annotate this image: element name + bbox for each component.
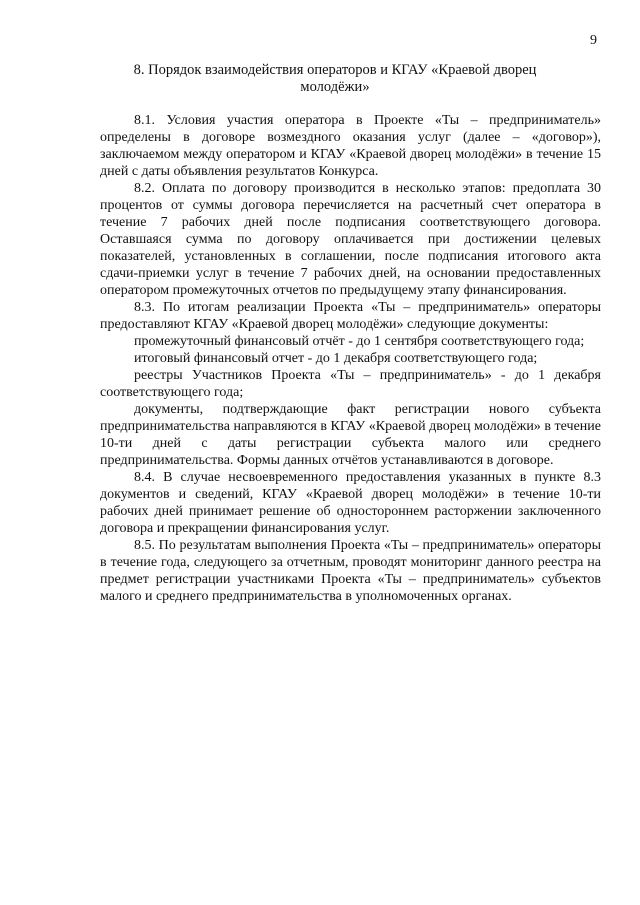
paragraph-8-5: 8.5. По результатам выполнения Проекта «Ты – предприниматель» операторы в течение года, следующего за отчетным, проводят мониторинг данного реестра на предмет регистрации участниками Проекта «Ты – предприниматель» субъектов малого и среднего предпринимательства в уполномоченных органах. xyxy=(100,538,601,604)
list-item-final-report: итоговый финансовый отчет - до 1 декабря соответствующего года; xyxy=(134,351,538,366)
list-item-participant-registry: реестры Участников Проекта «Ты – предприниматель» - до 1 декабря соответствующего года; xyxy=(100,368,601,400)
paragraph-8-4: 8.4. В случае несвоевременного предоставления указанных в пункте 8.3 документов и сведений, КГАУ «Краевой дворец молодёжи» в течение 10-ти рабочих дней принимает решение об одностороннем расторжении заключенного договора и прекращении финансирования услуг. xyxy=(100,470,601,536)
heading-line-2: молодёжи» xyxy=(300,79,370,95)
paragraph-8-1: 8.1. Условия участия оператора в Проекте «Ты – предприниматель» определены в договоре возмездного оказания услуг (далее – «договор»), заключаемом между оператором и КГАУ «Краевой дворец молодёжи» в течение 15 дней с даты объявления результатов Конкурса. xyxy=(100,113,601,179)
document-body xyxy=(100,112,601,605)
page-number: 9 xyxy=(590,33,597,48)
paragraph-8-3: 8.3. По итогам реализации Проекта «Ты – предприниматель» операторы предоставляют КГАУ «Краевой дворец молодёжи» следующие документы: xyxy=(100,300,601,332)
list-item-interim-report: промежуточный финансовый отчёт - до 1 сентября соответствующего года; xyxy=(134,334,585,349)
section-heading xyxy=(120,62,550,96)
list-item-registration-documents: документы, подтверждающие факт регистрации нового субъекта предпринимательства направляются в КГАУ «Краевой дворец молодёжи» в течение 10-ти дней с даты регистрации субъекта малого или среднего предпринимательства. Формы данных отчётов устанавливаются в договоре. xyxy=(100,402,601,468)
heading-line-1: 8. Порядок взаимодействия операторов и КГАУ «Краевой дворец xyxy=(133,62,537,78)
paragraph-8-2: 8.2. Оплата по договору производится в несколько этапов: предоплата 30 процентов от суммы договора перечисляется на расчетный счет оператора в течение 7 рабочих дней после подписания соответствующего договора. Оставшаяся сумма по договору оплачивается при достижении целевых показателей, установленных в соглашении, после подписания итогового акта сдачи-приемки услуг в течение 7 рабочих дней, на основании предоставленных оператором промежуточных отчетов по предыдущему этапу финансирования. xyxy=(100,181,601,298)
